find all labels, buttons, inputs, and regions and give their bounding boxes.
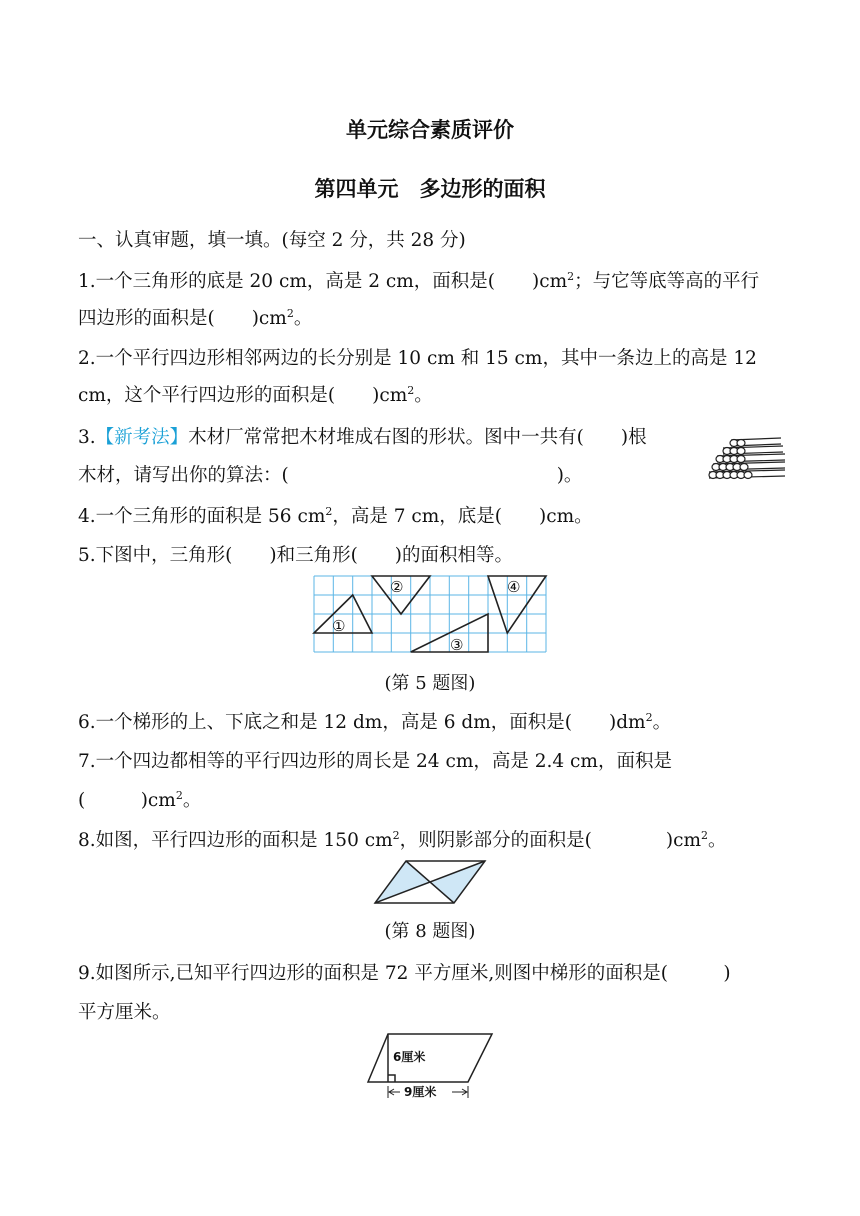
figure-8-caption: (第 8 题图) xyxy=(384,921,476,942)
new-method-tag: 【新考法】 xyxy=(95,427,189,448)
base-label: 9厘米 xyxy=(404,1085,437,1099)
question-2-line-2: cm，这个平行四边形的面积是( )$cm^2$。 xyxy=(78,384,433,406)
label-2: ② xyxy=(390,578,404,596)
height-label: 6厘米 xyxy=(393,1050,426,1064)
trapezoid-figure xyxy=(364,1030,496,1102)
question-3-line-1: 3.【新考法】木材厂常常把木材堆成右图的形状。图中一共有( )根 xyxy=(78,427,647,448)
question-4: 4.一个三角形的面积是 56 $cm^2$，高是 7 cm，底是( )cm。 xyxy=(78,505,593,527)
question-1-line-1: 1.一个三角形的底是 20 cm，高是 2 cm，面积是( )$cm^2$；与它等底等高的平行 xyxy=(78,270,760,292)
question-2-line-1: 2.一个平行四边形相邻两边的长分别是 10 cm 和 15 cm，其中一条边上的高是 12 xyxy=(78,348,757,369)
question-9-line-2: 平方厘米。 xyxy=(78,1002,171,1023)
question-7-line-2: ( )$cm^2$。 xyxy=(78,789,202,811)
label-3: ③ xyxy=(450,636,464,654)
question-9-line-1: 9.如图所示,已知平行四边形的面积是 72 平方厘米,则图中梯形的面积是( ) xyxy=(78,963,731,984)
triangle-grid-figure xyxy=(312,574,548,656)
log-pile-figure xyxy=(705,434,787,486)
question-1-line-2: 四边形的面积是( )$cm^2$。 xyxy=(78,307,313,329)
question-7-line-1: 7.一个四边都相等的平行四边形的周长是 24 cm，高是 2.4 cm，面积是 xyxy=(78,751,672,772)
question-3-line-2: 木材，请写出你的算法：( )。 xyxy=(78,465,583,486)
question-5: 5.下图中，三角形( )和三角形( )的面积相等。 xyxy=(78,545,514,566)
figure-5-caption: (第 5 题图) xyxy=(384,673,476,694)
section-heading: 一、认真审题，填一填。(每空 2 分，共 28 分) xyxy=(78,230,466,251)
page-title: 单元综合素质评价 xyxy=(346,118,514,142)
page-subtitle: 第四单元 多边形的面积 xyxy=(314,177,546,201)
label-1: ① xyxy=(332,617,346,635)
parallelogram-figure xyxy=(372,858,488,906)
question-8: 8.如图，平行四边形的面积是 150 $cm^2$，则阴影部分的面积是( )$cm^2$。 xyxy=(78,829,727,851)
label-4: ④ xyxy=(507,578,521,596)
question-6: 6.一个梯形的上、下底之和是 12 dm，高是 6 dm，面积是( )$dm^2$。 xyxy=(78,711,672,733)
